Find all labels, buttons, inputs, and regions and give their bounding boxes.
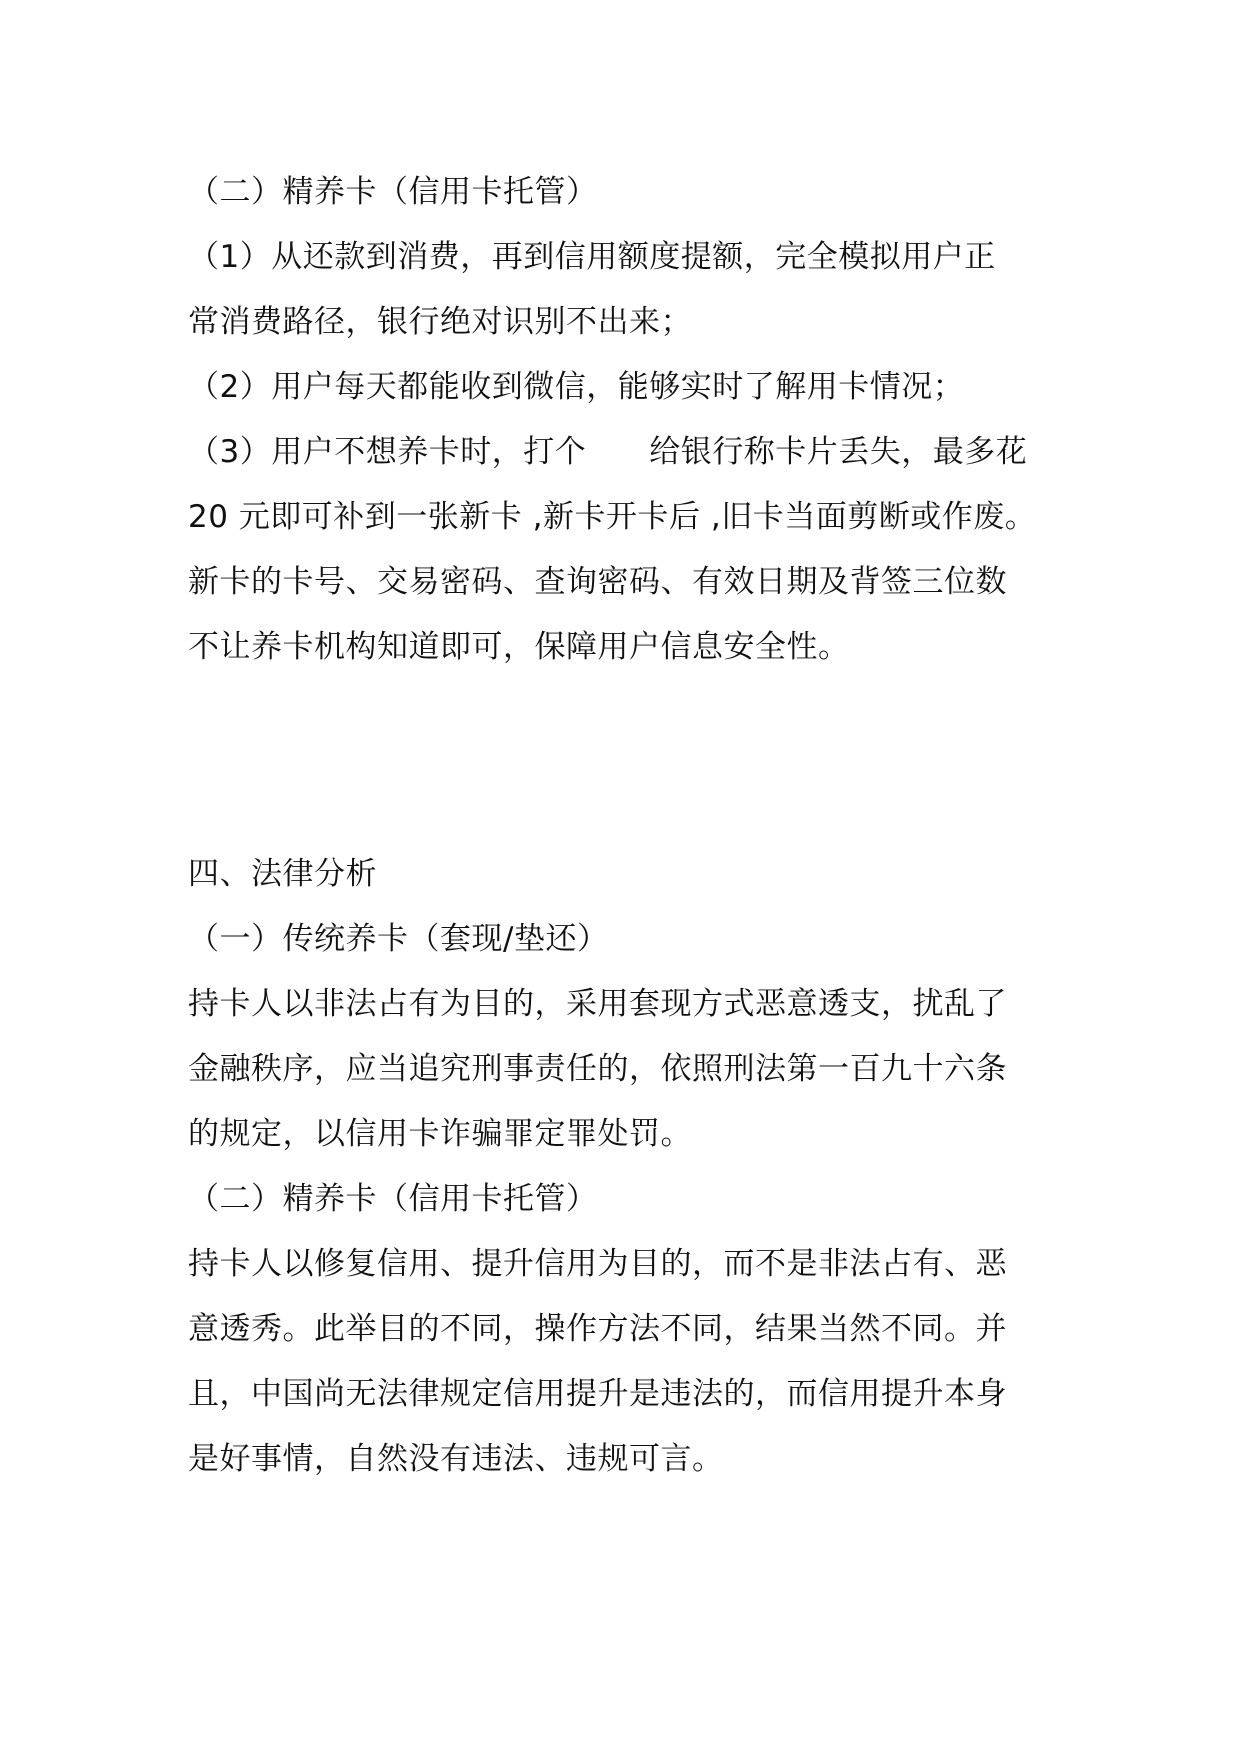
paragraph-line: 不让养卡机构知道即可，保障用户信息安全性。 [188, 629, 850, 665]
paragraph-line: 的规定，以信用卡诈骗罪定罪处罚。 [188, 1116, 692, 1152]
paragraph-line: 新卡的卡号、交易密码、查询密码、有效日期及背签三位数 [188, 564, 1007, 600]
section-heading: （二）精养卡（信用卡托管） [188, 174, 598, 210]
paragraph-line: 是好事情，自然没有违法、违规可言。 [188, 1441, 724, 1477]
paragraph-line: 且，中国尚无法律规定信用提升是违法的，而信用提升本身 [188, 1376, 1007, 1412]
paragraph-line: （1）从还款到消费，再到信用额度提额，完全模拟用户正 [188, 239, 996, 275]
paragraph-line: 常消费路径，银行绝对识别不出来； [188, 304, 692, 340]
subsection-heading: （一）传统养卡（套现/垫还） [188, 921, 609, 957]
chapter-heading: 四、法律分析 [188, 856, 377, 892]
paragraph-line: 持卡人以非法占有为目的，采用套现方式恶意透支，扰乱了 [188, 986, 1007, 1022]
paragraph-line: 20 元即可补到一张新卡 ,新卡开卡后 ,旧卡当面剪断或作废。 [188, 499, 1037, 535]
section-spacer [188, 680, 1068, 842]
paragraph-line: 持卡人以修复信用、提升信用为目的，而不是非法占有、恶 [188, 1246, 1007, 1282]
subsection-heading: （二）精养卡（信用卡托管） [188, 1181, 598, 1217]
paragraph-line: （2）用户每天都能收到微信，能够实时了解用卡情况； [188, 369, 965, 405]
paragraph-line: 意透秀。此举目的不同，操作方法不同，结果当然不同。并 [188, 1311, 1007, 1347]
paragraph-line: 金融秩序，应当追究刑事责任的，依照刑法第一百九十六条 [188, 1051, 1007, 1087]
document-body [188, 160, 1068, 1492]
paragraph-line: （3）用户不想养卡时，打个 给银行称卡片丢失，最多花 [188, 434, 1028, 470]
